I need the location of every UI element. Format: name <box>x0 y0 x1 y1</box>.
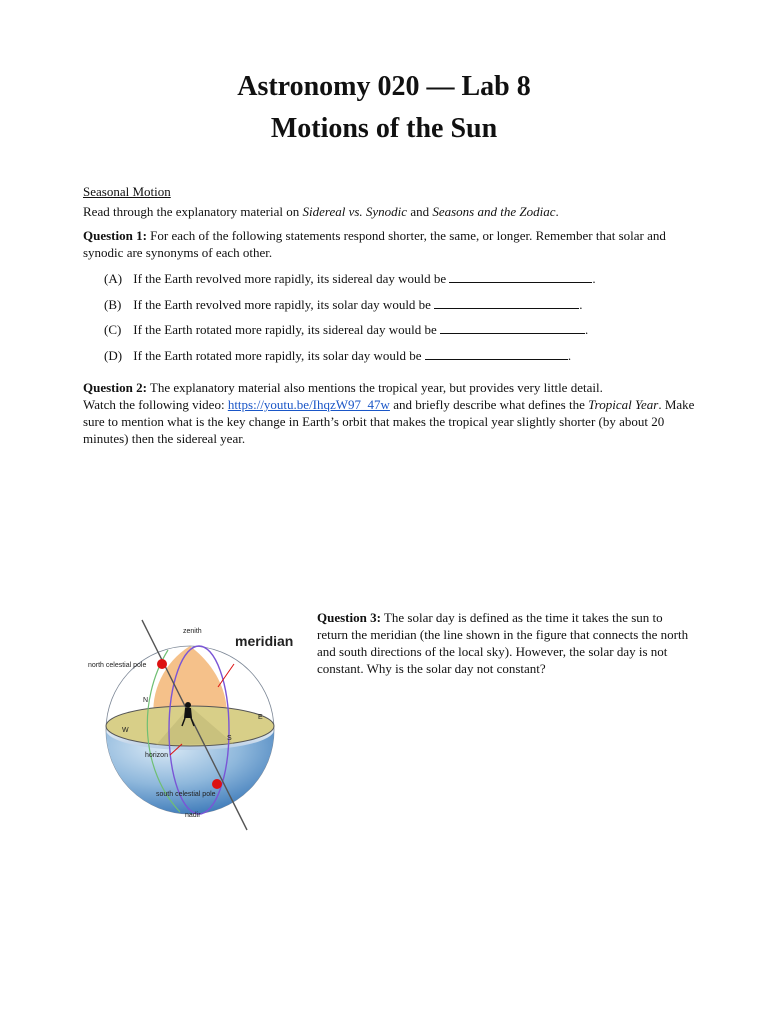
item-period: . <box>567 348 572 363</box>
section-heading: Seasonal Motion <box>83 184 171 199</box>
question-1-item-d <box>104 347 571 364</box>
intro-post: . <box>555 204 559 219</box>
video-link[interactable]: https://youtu.be/IhqzW97_47w <box>227 397 390 412</box>
question-2-watch: Watch the following video: <box>83 397 228 412</box>
zenith-label: zenith <box>183 628 202 635</box>
question-2-after-url: and briefly describe what defines the <box>389 397 589 412</box>
item-text: If the Earth revolved more rapidly, its solar day would be <box>133 297 431 312</box>
page-subtitle: Motions of the Sun <box>270 113 498 144</box>
answer-blank-c[interactable] <box>440 321 585 334</box>
question-2-line1: The explanatory material also mentions the tropical year, but provides very little detail. <box>146 380 603 395</box>
intro-pre: Read through the explanatory material on <box>83 204 303 219</box>
intro-ref-sidereal: Sidereal vs. Synodic <box>302 204 408 219</box>
celestial-sphere-figure <box>84 612 306 834</box>
south-label: S <box>227 735 232 742</box>
question-3-text: The solar day is defined as the time it takes the sun to return the meridian (the line shown in the figure that connects the north and south directions of the local sky). However, the solar day is not constant. Why is the solar day not constant? <box>317 610 689 676</box>
answer-blank-b[interactable] <box>434 296 579 309</box>
meridian-label: meridian <box>235 633 294 649</box>
answer-blank-d[interactable] <box>425 347 568 360</box>
item-period: . <box>584 322 589 337</box>
question-2-label: Question 2: <box>83 380 147 395</box>
item-letter: (D) <box>104 348 123 363</box>
question-3-label: Question 3: <box>317 610 381 625</box>
item-letter: (C) <box>104 322 122 337</box>
question-2 <box>83 379 703 447</box>
page-title: Astronomy 020 — Lab 8 <box>237 71 531 102</box>
question-1-text: For each of the following statements respond shorter, the same, or longer. Remember that solar and synodic are synonyms of each other. <box>83 228 666 260</box>
question-1-item-a <box>104 270 596 287</box>
horizon-label: horizon <box>145 752 168 759</box>
item-period: . <box>592 271 596 286</box>
south-celestial-pole-label: south celestial pole <box>156 791 216 798</box>
question-3 <box>317 609 692 677</box>
item-text: If the Earth rotated more rapidly, its sidereal day would be <box>133 322 437 337</box>
answer-blank-a[interactable] <box>449 270 592 283</box>
question-2-term: Tropical Year <box>588 397 659 412</box>
question-2-rest: . Make sure to mention what is the key change in Earth’s orbit that makes the tropical year slightly shorter (by about 20 minutes) then the sidereal year. <box>83 397 695 446</box>
south-celestial-pole-dot <box>212 779 222 789</box>
item-text: If the Earth revolved more rapidly, its sidereal day would be <box>133 271 447 286</box>
west-label: W <box>122 727 129 734</box>
north-celestial-pole-dot <box>157 659 167 669</box>
intro-ref-seasons: Seasons and the Zodiac <box>432 204 556 219</box>
intro-mid: and <box>407 204 433 219</box>
item-letter: (A) <box>104 271 123 286</box>
east-label: E <box>258 714 263 721</box>
question-1 <box>83 227 703 261</box>
item-period: . <box>579 297 583 312</box>
question-1-item-b <box>104 296 582 313</box>
nadir-label: nadir <box>185 812 201 819</box>
question-1-label: Question 1: <box>83 228 147 243</box>
intro-paragraph <box>83 203 693 220</box>
question-1-item-c <box>104 321 588 338</box>
item-text: If the Earth rotated more rapidly, its solar day would be <box>133 348 422 363</box>
north-label: N <box>143 697 149 704</box>
north-celestial-pole-label: north celestial pole <box>88 662 147 669</box>
item-letter: (B) <box>104 297 122 312</box>
